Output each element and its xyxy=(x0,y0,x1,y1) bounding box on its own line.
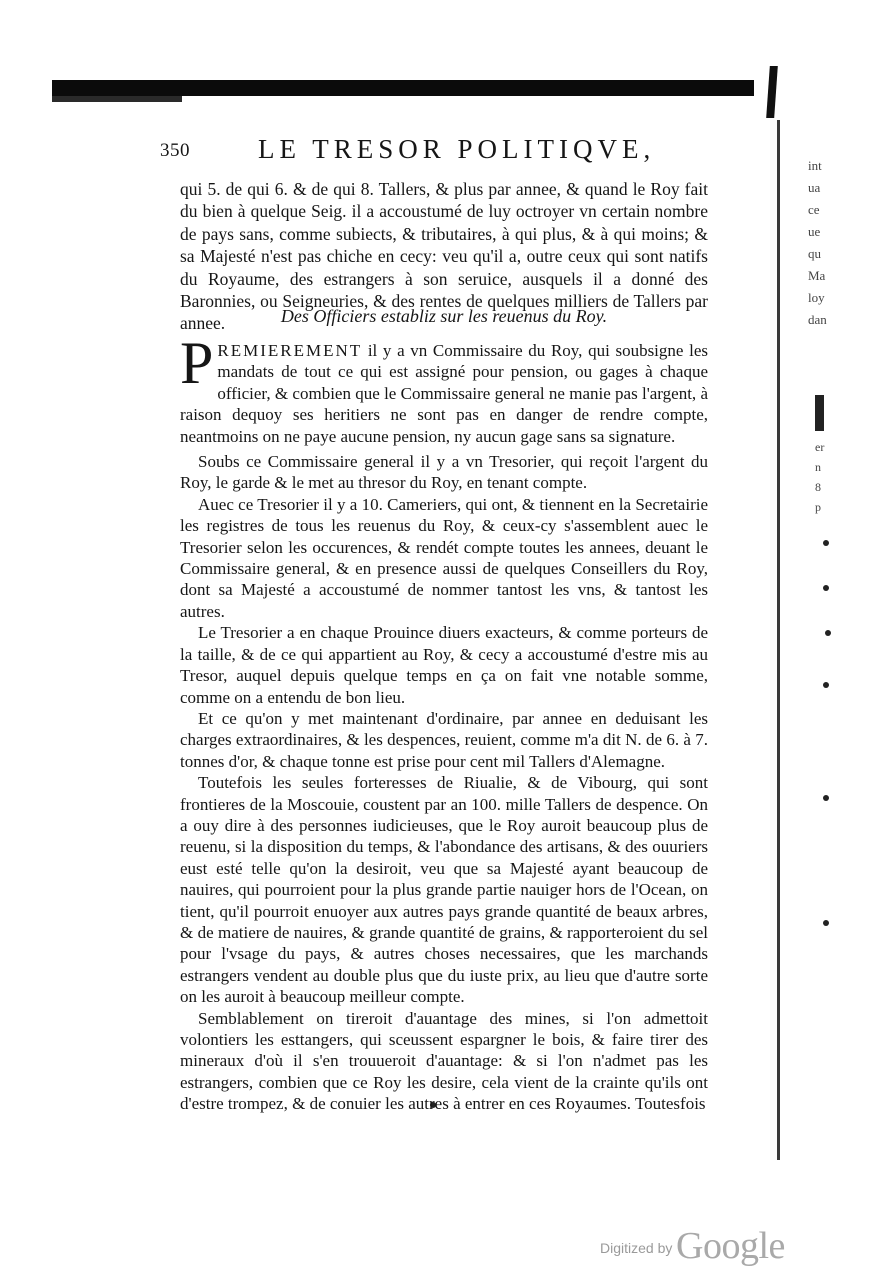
page-header xyxy=(160,134,656,174)
bleed-fragment: er xyxy=(815,440,825,454)
scan-speck xyxy=(823,920,829,926)
scan-speck xyxy=(823,585,829,591)
first-word: REMIEREMENT xyxy=(217,341,363,360)
bleed-fragment: p xyxy=(815,500,821,514)
scan-corner-mark xyxy=(766,66,778,118)
bleed-fragment: n xyxy=(815,460,821,474)
drop-cap: P xyxy=(180,330,214,396)
scan-speck xyxy=(823,795,829,801)
bleed-initial-mark xyxy=(815,395,824,431)
facing-page-bleed-upper xyxy=(808,155,868,331)
bleed-fragment: 8 xyxy=(815,480,821,494)
bleed-fragment: qu xyxy=(808,246,821,261)
paragraph-4: Le Tresorier a en chaque Prouince diuers exacteurs, & comme porteurs de la taille, & de ce qui appartient au Roy, & cecy a accoustumé d'estre mis au Tresor, auquel depuis quelque temps en ça on fait vne notable somme, comme on a entendu de bon lieu. xyxy=(180,623,708,707)
paragraph-text: il y a vn Commissaire du Roy, qui soubsigne les mandats de tout ce qui est assigné pour pension, ou gages à chaque officier, & combien que le Commissaire general ne manie pas l'argent, à raison dequoy ses heritiers ne sont pas en danger de rendre compte, neantmoins on ne paye aucune pension, ny aucun gage sans sa signature. xyxy=(180,341,708,446)
bleed-fragment: dan xyxy=(808,312,827,327)
bleed-fragment: Ma xyxy=(808,268,826,283)
bleed-fragment: loy xyxy=(808,290,825,305)
facing-page-bleed-lower xyxy=(815,395,855,517)
bleed-fragment: ua xyxy=(808,180,821,195)
scan-speck xyxy=(825,630,831,636)
digitized-by-google-watermark xyxy=(600,1224,800,1267)
scan-edge-bar xyxy=(52,80,754,96)
scan-speck xyxy=(823,682,829,688)
section-body xyxy=(180,330,708,1115)
bleed-fragment: ue xyxy=(808,224,821,239)
scan-speck xyxy=(823,540,829,546)
paragraph-1 xyxy=(180,330,708,447)
digitized-label: Digitized by xyxy=(600,1240,673,1256)
bleed-fragment: int xyxy=(808,158,822,173)
paragraph-3: Auec ce Tresorier il y a 10. Cameriers, qui ont, & tiennent en la Secretairie les registres de tous les reuenus du Roy, & ceux-cy s'assemblent auec le Tresorier selon les occurences, & rendét compte toutes les annees, deuant le Commissaire general, & en presence aussi de quelques Conseillers du Roy, dont sa Majesté a accoustumé de nommer tantost les vns, & tantost les autres. xyxy=(180,494,708,621)
paragraph-7: Semblablement on tireroit d'auantage des mines, si l'on admettoit volontiers les esttangers, qui sceussent espargner le bois, & faire tirer des mineraux d'où il s'en trouueroit d'auantage: & si l'on n'admet pas les estrangers, combien que ce Roy les desire, cela vient de la crainte qu'ils ont d'estre trompez, & de conuier les autres à entrer en ces Royaumes. Toutesfois xyxy=(180,1008,708,1114)
paragraph-5: Et ce qu'on y met maintenant d'ordinaire, par annee en deduisant les charges extraordinaires, & les despences, reuient, comme m'a dit N. de 6. à 7. tonnes d'or, & chaque tonne est prise pour cent mil Tallers d'Alemagne. xyxy=(180,708,708,771)
paragraph-2: Soubs ce Commissaire general il y a vn Tresorier, qui reçoit l'argent du Roy, le garde & le met au thresor du Roy, en tenant compte. xyxy=(180,452,708,493)
page-number: 350 xyxy=(160,140,190,161)
running-title: LE TRESOR POLITIQVE, xyxy=(258,134,656,164)
paragraph-6: Toutefois les seules forteresses de Riualie, & de Vibourg, qui sont frontieres de la Moscouie, coustent par an 100. mille Tallers de despence. On a ouy dire à des personnes iudicieuses, que le Roy auroit beaucoup plus de reuenu, si la disposition du temps, & l'abondance des artisans, & des ouuriers eust esté telle qu'on la desiroit, veu que sa Majesté ayant beaucoup de nauires, qui pourroient pour la plus grande partie nauiger hors de l'Ocean, on tient, qu'il pourroit enuoyer aux autres pays grande quantité de beaux arbres, & de matiere de nauires, & grande quantité de grains, & rapporteroient du sel pour l'vsage du pays, & autres choses necessaires, que les marchands estrangers vendent au double plus que du iuste prix, au lieu que d'autre sorte on les auroit à beaucoup meilleur compte. xyxy=(180,773,708,1007)
bleed-fragment: ce xyxy=(808,202,820,217)
page-gutter-line xyxy=(777,120,780,1160)
opening-paragraph: qui 5. de qui 6. & de qui 8. Tallers, & plus par annee, & quand le Roy fait du bien à quelque Seig. il a accoustumé de luy octroyer vn certain nombre de pays sans, comme subiects, & tributaires, à qui plus, & à qui moins; & sa Majesté n'est pas chiche en cecy: veu qu'il a, outre ceux qui sont natifs du Royaume, des estrangers à son seruice, ausquels il a donné des Baronnies, ou Seigneuries, & des rentes de quelques milliers de Tallers par annee. xyxy=(180,179,708,334)
section-heading: Des Officiers establiz sur les reuenus du Roy. xyxy=(280,306,608,326)
google-logo-text: Google xyxy=(676,1225,785,1267)
scan-edge-shadow xyxy=(52,96,182,102)
